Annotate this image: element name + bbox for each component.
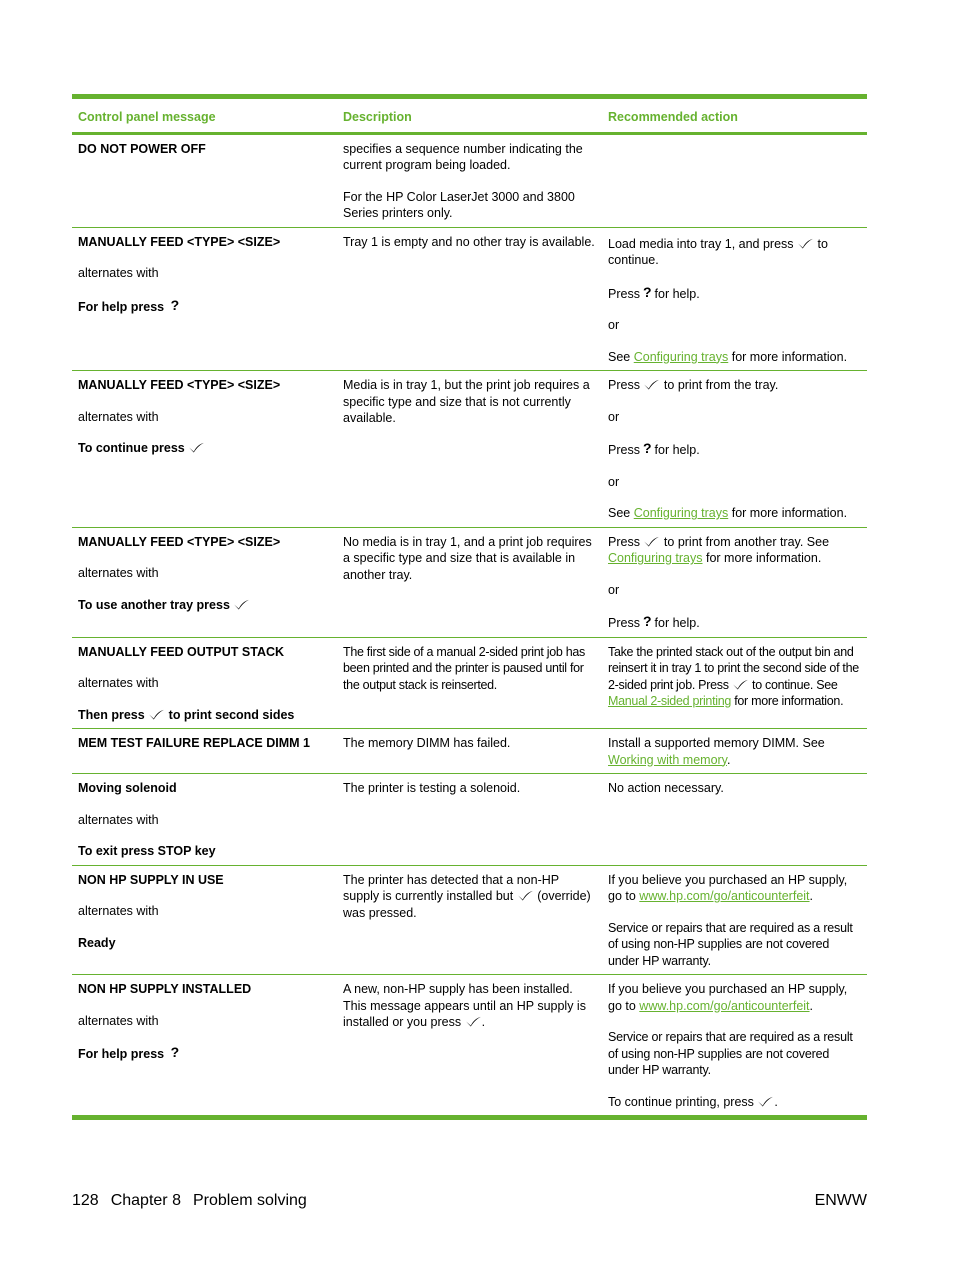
alternates-text: alternates with: [78, 566, 159, 580]
action-text: or: [608, 582, 620, 597]
checkmark-icon: [233, 599, 250, 610]
table-row: [72, 637, 867, 729]
message-cell: [72, 133, 337, 227]
action-text: .: [809, 998, 814, 1013]
description-text: The printer is testing a solenoid.: [343, 781, 521, 795]
description-cell: [337, 371, 602, 528]
action-text: Press: [608, 443, 640, 457]
checkmark-icon: [643, 536, 660, 547]
configuring-trays-link[interactable]: Configuring trays: [633, 506, 729, 520]
checkmark-icon: [643, 379, 660, 390]
message-text: Ready: [78, 935, 116, 950]
action-text: .: [727, 752, 731, 767]
description-text: .: [481, 1015, 486, 1029]
action-text: Take the printed stack out of the output bin and reinsert it in tray 1 to print the second side of the 2-sided print job. Press: [608, 644, 859, 692]
table-row: [72, 527, 867, 637]
description-text: The first side of a manual 2-sided print job has been printed and the printer is paused until for the output stack is reinserted.: [343, 644, 585, 692]
description-text: The printer has detected that a non-HP supply is currently installed but: [343, 872, 559, 903]
anticounterfeit-link[interactable]: www.hp.com/go/anticounterfeit: [639, 998, 810, 1013]
action-cell: [602, 637, 867, 729]
checkmark-icon: [757, 1096, 774, 1107]
action-text: for help.: [654, 286, 700, 301]
description-text: specifies a sequence number indicating the current program being loaded.: [343, 141, 583, 172]
column-header-action: Recommended action: [602, 99, 867, 133]
action-text: Service or repairs that are required as a result of using non-HP supplies are not covered under HP warranty.: [608, 920, 853, 968]
action-text: .: [774, 1094, 778, 1109]
message-cell: [72, 774, 337, 866]
description-text: Media is in tray 1, but the print job requires a specific type and size that is not currently available.: [343, 378, 590, 425]
action-text: for more information.: [734, 694, 844, 708]
message-text: MANUALLY FEED OUTPUT STACK: [78, 644, 285, 659]
page-number: 128: [72, 1192, 99, 1209]
alternates-text: alternates with: [78, 409, 159, 424]
message-text: To use another tray press: [78, 597, 230, 612]
message-text: MANUALLY FEED <TYPE> <SIZE>: [78, 378, 281, 392]
message-text: to print second sides: [168, 707, 295, 722]
table-row: [72, 133, 867, 227]
configuring-trays-link[interactable]: Configuring trays: [608, 551, 703, 565]
error-message-table: [72, 94, 867, 1120]
message-text: Moving solenoid: [78, 781, 177, 795]
table-row: [72, 729, 867, 774]
section-label: Problem solving: [192, 1192, 307, 1209]
table-row: [72, 371, 867, 528]
anticounterfeit-link[interactable]: www.hp.com/go/anticounterfeit: [639, 889, 810, 903]
description-cell: [337, 637, 602, 729]
column-header-description: Description: [337, 99, 602, 133]
question-mark-icon: ?: [642, 440, 652, 456]
table-row: [72, 227, 867, 371]
message-text: To continue press: [78, 441, 185, 455]
checkmark-icon: [465, 1016, 482, 1027]
action-text: If you believe you purchased an HP supply, go to: [608, 872, 848, 903]
action-text: to continue.: [608, 236, 828, 267]
message-text: NON HP SUPPLY IN USE: [78, 872, 224, 887]
action-text: for more information.: [705, 551, 822, 565]
message-text: MANUALLY FEED <TYPE> <SIZE>: [78, 234, 281, 249]
description-cell: [337, 227, 602, 371]
action-cell: [602, 527, 867, 637]
action-text: Load media into tray 1, and press: [608, 236, 794, 251]
question-mark-icon: ?: [170, 296, 180, 313]
message-text: For help press: [78, 1047, 165, 1061]
checkmark-icon: [732, 679, 749, 690]
action-text: for help.: [654, 616, 700, 630]
working-with-memory-link[interactable]: Working with memory: [608, 752, 728, 767]
action-cell: [602, 975, 867, 1116]
footer-right-label: ENWW: [814, 1192, 867, 1209]
action-text: Install a supported memory DIMM. See: [608, 736, 825, 750]
action-text: for more information.: [731, 506, 848, 520]
action-cell: [602, 371, 867, 528]
manual-2-sided-printing-link[interactable]: Manual 2-sided printing: [608, 694, 732, 708]
message-cell: [72, 371, 337, 528]
table-row: [72, 865, 867, 975]
description-cell: [337, 729, 602, 774]
table-row: [72, 774, 867, 866]
action-text: If you believe you purchased an HP supply, go to: [608, 982, 848, 1013]
action-text: .: [809, 889, 814, 903]
question-mark-icon: ?: [642, 613, 652, 629]
message-cell: [72, 527, 337, 637]
action-cell: [602, 865, 867, 975]
message-cell: [72, 975, 337, 1116]
question-mark-icon: ?: [170, 1044, 180, 1060]
action-text: Service or repairs that are required as a result of using non-HP supplies are not covered under HP warranty.: [608, 1030, 853, 1077]
message-text: MEM TEST FAILURE REPLACE DIMM 1: [78, 736, 310, 750]
message-text: For help press: [78, 299, 165, 314]
chapter-label: Chapter 8: [110, 1192, 181, 1209]
action-text: or: [608, 318, 620, 332]
action-text: Press: [608, 534, 640, 549]
alternates-text: alternates with: [78, 676, 159, 690]
alternates-text: alternates with: [78, 1013, 159, 1028]
message-cell: [72, 637, 337, 729]
message-cell: [72, 227, 337, 371]
description-cell: [337, 774, 602, 866]
table-row: [72, 975, 867, 1116]
description-cell: [337, 865, 602, 975]
action-cell: [602, 133, 867, 227]
description-text: Tray 1 is empty and no other tray is available.: [343, 234, 595, 249]
message-text: Then press: [78, 707, 145, 722]
message-text: To exit press STOP key: [78, 844, 216, 858]
action-text: or: [608, 474, 620, 489]
checkmark-icon: [797, 238, 814, 249]
description-cell: [337, 527, 602, 637]
action-text: Press: [608, 286, 640, 301]
action-text: to print from the tray.: [663, 378, 779, 392]
message-text: MANUALLY FEED <TYPE> <SIZE>: [78, 534, 281, 549]
table-header-row: [72, 99, 867, 133]
message-text: NON HP SUPPLY INSTALLED: [78, 982, 252, 996]
action-text: for help.: [654, 443, 700, 457]
action-text: for more information.: [731, 349, 848, 364]
description-text: The memory DIMM has failed.: [343, 736, 511, 750]
alternates-text: alternates with: [78, 812, 159, 827]
description-text: No media is in tray 1, and a print job requires a specific type and size that is available in another tray.: [343, 534, 592, 582]
action-text: Press: [608, 378, 640, 392]
description-cell: [337, 133, 602, 227]
action-text: to continue. See: [752, 677, 838, 692]
action-text: See: [608, 349, 631, 364]
action-text: See: [608, 506, 631, 520]
action-cell: [602, 774, 867, 866]
action-text: to print from another tray. See: [663, 534, 830, 549]
checkmark-icon: [188, 442, 205, 453]
message-text: DO NOT POWER OFF: [78, 141, 206, 156]
action-text: Press: [608, 616, 640, 630]
checkmark-icon: [517, 890, 534, 901]
message-cell: [72, 865, 337, 975]
question-mark-icon: ?: [642, 283, 652, 300]
action-text: No action necessary.: [608, 781, 724, 795]
alternates-text: alternates with: [78, 266, 159, 280]
configuring-trays-link[interactable]: Configuring trays: [633, 349, 729, 364]
action-text: or: [608, 409, 620, 424]
alternates-text: alternates with: [78, 904, 159, 918]
action-text: To continue printing, press: [608, 1094, 754, 1109]
description-cell: [337, 975, 602, 1116]
description-text: (override) was pressed.: [343, 889, 591, 920]
description-text: A new, non-HP supply has been installed. This message appears until an HP supply is installed or you press: [343, 982, 586, 1029]
description-text: For the HP Color LaserJet 3000 and 3800 Series printers only.: [343, 189, 575, 220]
column-header-message: Control panel message: [72, 99, 337, 133]
action-cell: [602, 729, 867, 774]
action-cell: [602, 227, 867, 371]
message-cell: [72, 729, 337, 774]
checkmark-icon: [148, 709, 165, 720]
